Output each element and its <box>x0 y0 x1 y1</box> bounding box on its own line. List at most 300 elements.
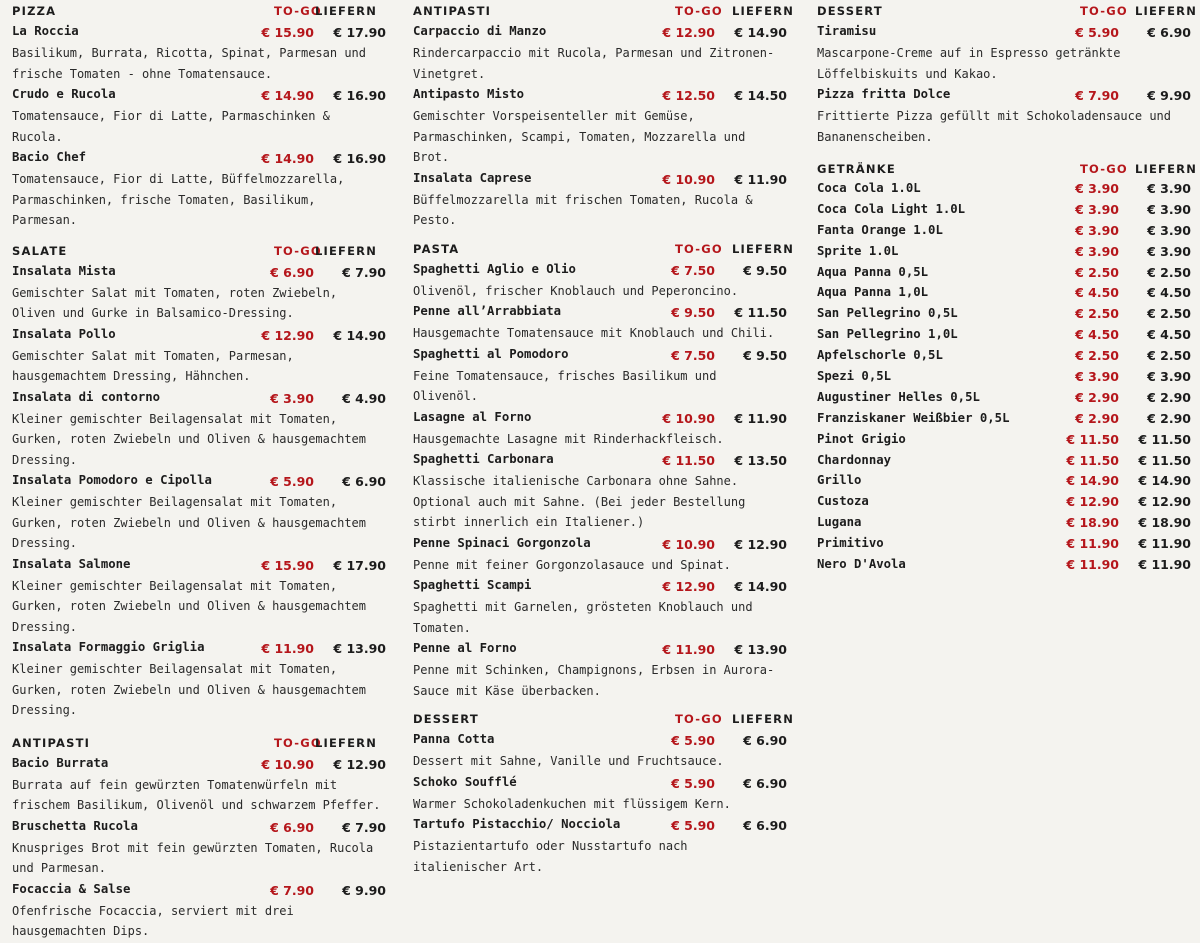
menu-item-bacio-burrata <box>12 754 387 817</box>
menu-item-row <box>817 493 1192 514</box>
liefern-price: € 16.90 <box>333 151 386 166</box>
menu-item-row <box>12 817 387 838</box>
item-description: Spaghetti mit Garnelen, grösteten Knoblauch und Tomaten. <box>413 600 753 635</box>
item-name: Pizza fritta Dolce <box>817 87 951 101</box>
liefern-price: € 17.90 <box>333 25 386 40</box>
togo-price: € 2.50 <box>1075 264 1119 280</box>
togo-price: € 14.90 <box>261 88 314 103</box>
liefern-price: € 2.50 <box>1147 264 1191 280</box>
item-name: Panna Cotta <box>413 732 495 746</box>
section-header <box>12 240 387 262</box>
menu-item-insalata-mista <box>12 262 387 325</box>
item-name: Custoza <box>817 494 869 509</box>
menu-item-row <box>817 556 1192 577</box>
item-description: Knuspriges Brot mit fein gewürzten Tomaten, Rucola und Parmesan. <box>12 840 374 875</box>
item-name: Spezi 0,5L <box>817 369 892 384</box>
togo-column-label: TO-GO <box>274 4 322 18</box>
togo-price: € 14.90 <box>261 151 314 166</box>
liefern-price: € 14.90 <box>734 25 787 40</box>
liefern-price: € 3.90 <box>1147 181 1191 196</box>
item-name: Tartufo Pistacchio/ Nocciola <box>413 817 621 831</box>
menu-item-spaghetti-scampi <box>413 576 788 639</box>
menu-item-pinot-grigio <box>817 431 1192 452</box>
liefern-price: € 14.90 <box>333 327 386 343</box>
item-name: Carpaccio di Manzo <box>413 24 547 38</box>
liefern-price: € 9.50 <box>743 262 787 278</box>
menu-item-row <box>817 180 1192 201</box>
togo-price: € 4.50 <box>1075 285 1119 301</box>
menu-item-row <box>817 514 1192 535</box>
item-description: Hausgemachte Tomatensauce mit Knoblauch und Chili. <box>413 326 775 340</box>
section-title: PASTA <box>413 241 460 256</box>
togo-price: € 7.50 <box>671 347 715 363</box>
section-title: PIZZA <box>12 4 57 18</box>
item-name: Insalata di contorno <box>12 389 161 404</box>
togo-price: € 2.50 <box>1075 348 1119 364</box>
item-name: Primitivo <box>817 536 884 551</box>
togo-price: € 9.50 <box>671 305 715 320</box>
togo-column-label: TO-GO <box>274 735 322 750</box>
liefern-price: € 18.90 <box>1138 515 1191 531</box>
item-name: Nero D'Avola <box>817 557 906 572</box>
togo-price: € 14.90 <box>1066 473 1119 489</box>
item-name: Insalata Pomodoro e Cipolla <box>12 473 212 487</box>
menu-item-row <box>413 450 788 471</box>
item-description: Dessert mit Sahne, Vanille und Fruchtsauce. <box>413 754 724 768</box>
item-description: Gemischter Vorspeisenteller mit Gemüse, Parmaschinken, Scampi, Tomaten, Mozzarella und Brot. <box>413 109 746 164</box>
item-description: Klassische italienische Carbonara ohne Sahne. Optional auch mit Sahne. (Bei jeder Bestellung stirbt innerlich ein Italiener.) <box>413 474 746 529</box>
togo-price: € 5.90 <box>671 733 715 748</box>
menu-item-lasagne-al-forno <box>413 408 788 451</box>
item-name: Insalata Formaggio Griglia <box>12 640 205 654</box>
liefern-price: € 7.90 <box>342 819 386 835</box>
menu-item-san-pellegrino-05l <box>817 305 1192 326</box>
section-header <box>817 158 1198 180</box>
liefern-price: € 4.50 <box>1147 285 1191 301</box>
togo-price: € 10.90 <box>662 536 715 552</box>
liefern-price: € 3.90 <box>1147 243 1191 259</box>
menu-item-spaghetti-aglio-e-olio <box>413 260 788 303</box>
liefern-price: € 7.90 <box>342 264 386 280</box>
menu-item-row <box>817 347 1192 368</box>
menu-item-bruschetta-rucola <box>12 817 387 880</box>
menu-item-grillo <box>817 472 1192 493</box>
menu-item-row <box>12 471 387 492</box>
item-name: San Pellegrino 0,5L <box>817 306 958 321</box>
menu-item-schoko-souffle <box>413 773 788 816</box>
menu-item-antipasto-misto <box>413 85 788 169</box>
menu-item-fanta-orange-10l <box>817 222 1192 243</box>
menu-item-row <box>413 576 788 597</box>
togo-price: € 5.90 <box>671 775 715 791</box>
menu-item-insalata-formaggio-griglia <box>12 638 387 722</box>
item-name: Grillo <box>817 473 862 488</box>
item-description: Frittierte Pizza gefüllt mit Schokoladensauce und Bananenscheiben. <box>817 109 1172 144</box>
menu-section-pizza <box>12 0 387 232</box>
liefern-price: € 3.90 <box>1147 222 1191 238</box>
menu-item-augustiner-helles-05l <box>817 389 1192 410</box>
item-description: Penne mit feiner Gorgonzolasauce und Spinat. <box>413 557 731 572</box>
item-name: Focaccia & Salse <box>12 881 131 896</box>
liefern-price: € 6.90 <box>743 733 787 748</box>
section-header <box>413 238 795 260</box>
liefern-price: € 2.90 <box>1147 410 1191 426</box>
item-description: Burrata auf fein gewürzten Tomatenwürfeln mit frischem Basilikum, Olivenöl und schwarzem Pfeffer. <box>12 777 381 812</box>
togo-price: € 12.90 <box>662 579 715 594</box>
menu-item-pizza-fritta-dolce <box>817 85 1192 148</box>
menu-item-focaccia-salse <box>12 880 387 943</box>
liefern-price: € 14.90 <box>1138 473 1191 489</box>
togo-price: € 10.90 <box>662 171 715 187</box>
liefern-price: € 11.90 <box>1138 536 1191 552</box>
menu-item-row <box>817 284 1192 305</box>
menu-item-row <box>817 264 1192 285</box>
menu-item-row <box>817 368 1192 389</box>
liefern-price: € 17.90 <box>333 557 386 573</box>
menu-item-crudo-e-rucola <box>12 85 387 148</box>
menu-item-row <box>817 85 1192 106</box>
menu-item-lugana <box>817 514 1192 535</box>
menu-item-insalata-caprese <box>413 169 788 232</box>
liefern-price: € 14.90 <box>734 579 787 594</box>
liefern-price: € 9.90 <box>342 882 386 898</box>
item-name: Insalata Salmone <box>12 556 131 571</box>
menu-item-apfelschorle-05l <box>817 347 1192 368</box>
menu-item-row <box>413 534 788 555</box>
togo-price: € 11.90 <box>1066 557 1119 573</box>
liefern-column-label: LIEFERN <box>1135 162 1198 176</box>
liefern-price: € 2.90 <box>1147 389 1191 405</box>
menu-item-row <box>12 880 387 901</box>
item-description: Basilikum, Burrata, Ricotta, Spinat, Parmesan und frische Tomaten - ohne Tomatensauce. <box>12 46 367 81</box>
togo-price: € 18.90 <box>1066 515 1119 531</box>
item-name: Pinot Grigio <box>817 431 906 446</box>
item-name: Lasagne al Forno <box>413 409 532 424</box>
liefern-price: € 3.90 <box>1147 201 1191 217</box>
item-name: Aqua Panna 0,5L <box>817 264 929 279</box>
menu-item-row <box>413 730 788 751</box>
menu-item-row <box>12 85 387 106</box>
menu-item-row <box>12 22 387 43</box>
togo-price: € 2.90 <box>1075 410 1119 426</box>
menu-section-antipasti <box>12 732 387 943</box>
menu-section-pasta <box>413 238 795 703</box>
item-description: Tomatensauce, Fior di Latte, Büffelmozzarella, Parmaschinken, frische Tomaten, Basilikum, Parmesan. <box>12 172 345 227</box>
item-name: Fanta Orange 1.0L <box>817 222 943 237</box>
item-description: Gemischter Salat mit Tomaten, roten Zwiebeln, Oliven und Gurke in Balsamico-Dressing. <box>12 285 338 320</box>
menu-item-row <box>12 262 387 283</box>
togo-price: € 15.90 <box>261 557 314 573</box>
item-name: Chardonnay <box>817 452 892 467</box>
menu-item-penne-spinaci-gorgonzola <box>413 534 788 577</box>
menu-item-primitivo <box>817 535 1192 556</box>
togo-column-label: TO-GO <box>675 4 723 18</box>
item-description: Ofenfrische Focaccia, serviert mit drei hausgemachten Dips. <box>12 903 294 938</box>
section-title: ANTIPASTI <box>12 735 91 750</box>
menu-column-1 <box>12 0 387 943</box>
liefern-price: € 3.90 <box>1147 369 1191 385</box>
item-name: Crudo e Rucola <box>12 87 116 101</box>
menu-item-coca-cola-light-10l <box>817 201 1192 222</box>
menu-item-la-roccia <box>12 22 387 85</box>
item-name: San Pellegrino 1,0L <box>817 327 958 342</box>
liefern-price: € 11.50 <box>734 305 787 320</box>
menu-item-row <box>413 345 788 366</box>
menu-item-nero-davola <box>817 556 1192 577</box>
liefern-price: € 2.50 <box>1147 306 1191 322</box>
liefern-price: € 6.90 <box>1147 25 1191 40</box>
togo-price: € 2.90 <box>1075 389 1119 405</box>
item-description: Warmer Schokoladenkuchen mit flüssigem Kern. <box>413 796 731 811</box>
liefern-price: € 4.90 <box>342 390 386 406</box>
menu-section-dessert <box>817 0 1198 148</box>
item-name: Antipasto Misto <box>413 87 525 101</box>
menu-item-row <box>817 22 1192 43</box>
menu-item-row <box>413 408 788 429</box>
section-title: GETRÄNKE <box>817 162 896 176</box>
menu-item-row <box>413 302 788 323</box>
liefern-price: € 9.90 <box>1147 88 1191 103</box>
menu-item-row <box>12 638 387 659</box>
togo-price: € 12.50 <box>662 88 715 103</box>
item-name: Spaghetti Scampi <box>413 578 532 592</box>
item-name: Franziskaner Weißbier 0,5L <box>817 410 1010 425</box>
section-title: DESSERT <box>413 712 479 726</box>
item-name: Bacio Chef <box>12 150 87 164</box>
menu-item-row <box>413 22 788 43</box>
togo-price: € 10.90 <box>662 410 715 426</box>
section-header <box>12 0 387 22</box>
togo-price: € 6.90 <box>270 264 314 280</box>
togo-price: € 11.90 <box>1066 536 1119 552</box>
menu-item-aqua-panna-10l <box>817 284 1192 305</box>
togo-column-label: TO-GO <box>274 243 322 258</box>
menu-item-insalata-di-contorno <box>12 388 387 472</box>
liefern-price: € 11.90 <box>734 410 787 426</box>
liefern-price: € 13.50 <box>734 453 787 468</box>
item-name: Coca Cola Light 1.0L <box>817 201 966 216</box>
togo-price: € 4.50 <box>1075 327 1119 343</box>
menu-item-insalata-pollo <box>12 325 387 388</box>
section-header <box>12 732 387 754</box>
menu-item-row <box>12 148 387 169</box>
menu-item-aqua-panna-05l <box>817 264 1192 285</box>
menu-section-getranke <box>817 158 1198 577</box>
menu-column-2 <box>413 0 795 878</box>
togo-price: € 3.90 <box>1075 181 1119 196</box>
menu-item-row <box>12 754 387 775</box>
togo-price: € 5.90 <box>671 818 715 833</box>
togo-price: € 11.50 <box>1066 431 1119 447</box>
menu-item-san-pellegrino-10l <box>817 326 1192 347</box>
item-name: Spaghetti al Pomodoro <box>413 346 569 361</box>
menu-item-franziskaner-weibier-05l <box>817 410 1192 431</box>
menu-item-coca-cola-10l <box>817 180 1192 201</box>
togo-column-label: TO-GO <box>675 241 723 256</box>
menu-item-row <box>817 243 1192 264</box>
menu-item-row <box>817 472 1192 493</box>
menu-item-row <box>413 169 788 190</box>
item-description: Kleiner gemischter Beilagensalat mit Tomaten, Gurken, roten Zwiebeln und Oliven & hausgemachtem Dressing. <box>12 578 367 634</box>
liefern-price: € 16.90 <box>333 88 386 103</box>
menu-item-penne-al-forno <box>413 639 788 702</box>
liefern-price: € 13.90 <box>333 641 386 656</box>
menu-item-row <box>413 639 788 660</box>
togo-price: € 7.50 <box>671 262 715 278</box>
item-description: Tomatensauce, Fior di Latte, Parmaschinken & Rucola. <box>12 109 330 144</box>
liefern-column-label: LIEFERN <box>315 4 378 18</box>
menu-item-row <box>817 535 1192 556</box>
menu-item-row <box>817 431 1192 452</box>
togo-price: € 10.90 <box>261 756 314 772</box>
item-name: Bruschetta Rucola <box>12 818 138 833</box>
togo-price: € 12.90 <box>261 327 314 343</box>
liefern-price: € 9.50 <box>743 347 787 363</box>
togo-price: € 7.90 <box>1075 88 1119 103</box>
togo-price: € 3.90 <box>1075 369 1119 385</box>
menu-item-insalata-pomodoro-e-cipolla <box>12 471 387 555</box>
item-name: Insalata Pollo <box>12 326 116 341</box>
liefern-column-label: LIEFERN <box>1135 4 1198 18</box>
item-name: Bacio Burrata <box>12 755 109 770</box>
menu-item-row <box>413 815 788 836</box>
item-name: Spaghetti Carbonara <box>413 452 554 466</box>
liefern-price: € 13.90 <box>734 642 787 657</box>
menu-item-bacio-chef <box>12 148 387 232</box>
togo-price: € 11.90 <box>261 641 314 656</box>
item-description: Pistazientartufo oder Nusstartufo nach italienischer Art. <box>413 839 688 874</box>
section-title: DESSERT <box>817 4 883 18</box>
liefern-column-label: LIEFERN <box>315 243 378 258</box>
item-name: Spaghetti Aglio e Olio <box>413 261 576 276</box>
item-description: Büffelmozzarella mit frischen Tomaten, Rucola & Pesto. <box>413 192 753 227</box>
section-title: ANTIPASTI <box>413 4 492 18</box>
togo-price: € 12.90 <box>1066 494 1119 510</box>
togo-price: € 3.90 <box>270 390 314 406</box>
item-description: Mascarpone-Creme auf in Espresso getränkte Löffelbiskuits und Kakao. <box>817 46 1121 81</box>
liefern-price: € 12.90 <box>734 536 787 552</box>
liefern-price: € 6.90 <box>342 474 386 489</box>
togo-price: € 3.90 <box>1075 201 1119 217</box>
menu-item-row <box>817 222 1192 243</box>
liefern-price: € 4.50 <box>1147 327 1191 343</box>
menu-item-spaghetti-al-pomodoro <box>413 345 788 408</box>
section-header <box>413 708 795 730</box>
item-name: Sprite 1.0L <box>817 243 899 258</box>
togo-price: € 3.90 <box>1075 243 1119 259</box>
menu-item-row <box>12 325 387 346</box>
menu-item-tartufo-pistacchio-nocciola <box>413 815 788 878</box>
item-description: Kleiner gemischter Beilagensalat mit Tomaten, Gurken, roten Zwiebeln und Oliven & hausgemachtem Dressing. <box>12 662 367 717</box>
menu-item-panna-cotta <box>413 730 788 773</box>
menu-item-row <box>12 388 387 409</box>
liefern-price: € 11.50 <box>1138 452 1191 468</box>
liefern-price: € 6.90 <box>743 818 787 833</box>
menu-section-dessert <box>413 708 795 878</box>
liefern-price: € 11.90 <box>734 171 787 187</box>
togo-price: € 11.50 <box>1066 452 1119 468</box>
menu-item-sprite-10l <box>817 243 1192 264</box>
item-name: Insalata Mista <box>12 263 116 278</box>
menu-item-row <box>817 305 1192 326</box>
togo-price: € 15.90 <box>261 25 314 40</box>
section-header <box>817 0 1198 22</box>
liefern-column-label: LIEFERN <box>732 241 795 256</box>
item-name: La Roccia <box>12 24 79 38</box>
menu-section-antipasti <box>413 0 795 232</box>
item-description: Rindercarpaccio mit Rucola, Parmesan und Zitronen-Vinetgret. <box>413 46 775 81</box>
liefern-price: € 12.90 <box>333 756 386 772</box>
togo-price: € 5.90 <box>270 474 314 489</box>
togo-price: € 3.90 <box>1075 222 1119 238</box>
menu-item-tiramisu <box>817 22 1192 85</box>
menu-item-row <box>817 389 1192 410</box>
item-name: Apfelschorle 0,5L <box>817 348 943 363</box>
item-name: Insalata Caprese <box>413 170 532 185</box>
menu-item-row <box>817 201 1192 222</box>
menu-item-row <box>817 410 1192 431</box>
liefern-price: € 6.90 <box>743 775 787 791</box>
menu-item-row <box>413 85 788 106</box>
item-name: Penne Spinaci Gorgonzola <box>413 535 591 550</box>
item-name: Augustiner Helles 0,5L <box>817 389 980 404</box>
liefern-price: € 12.90 <box>1138 494 1191 510</box>
menu-item-row <box>413 773 788 794</box>
liefern-price: € 11.90 <box>1138 557 1191 573</box>
togo-price: € 11.50 <box>662 453 715 468</box>
item-description: Olivenöl, frischer Knoblauch und Peperoncino. <box>413 283 739 298</box>
section-title: SALATE <box>12 243 68 258</box>
item-name: Schoko Soufflé <box>413 774 517 789</box>
menu-item-row <box>413 260 788 281</box>
item-name: Penne al Forno <box>413 641 517 655</box>
togo-price: € 2.50 <box>1075 306 1119 322</box>
togo-price: € 7.90 <box>270 882 314 898</box>
item-description: Kleiner gemischter Beilagensalat mit Tomaten, Gurken, roten Zwiebeln und Oliven & hausgemachtem Dressing. <box>12 411 367 467</box>
togo-column-label: TO-GO <box>1080 4 1128 18</box>
menu-item-spezi-05l <box>817 368 1192 389</box>
item-name: Aqua Panna 1,0L <box>817 285 929 300</box>
menu-item-penne-allarrabbiata <box>413 302 788 345</box>
menu-item-chardonnay <box>817 452 1192 473</box>
menu-item-insalata-salmone <box>12 555 387 639</box>
liefern-column-label: LIEFERN <box>315 735 378 750</box>
togo-price: € 12.90 <box>662 25 715 40</box>
menu-item-custoza <box>817 493 1192 514</box>
section-header <box>413 0 795 22</box>
liefern-price: € 2.50 <box>1147 348 1191 364</box>
togo-column-label: TO-GO <box>675 712 723 726</box>
liefern-price: € 11.50 <box>1138 431 1191 447</box>
togo-price: € 11.90 <box>662 642 715 657</box>
menu-item-spaghetti-carbonara <box>413 450 788 534</box>
togo-price: € 5.90 <box>1075 25 1119 40</box>
item-name: Tiramisu <box>817 24 877 38</box>
item-name: Lugana <box>817 515 862 530</box>
togo-column-label: TO-GO <box>1080 162 1128 176</box>
menu-item-row <box>12 555 387 576</box>
menu-section-salate <box>12 240 387 722</box>
menu-column-3 <box>817 0 1198 577</box>
menu-item-carpaccio-di-manzo <box>413 22 788 85</box>
togo-price: € 6.90 <box>270 819 314 835</box>
item-description: Hausgemachte Lasagne mit Rinderhackfleisch. <box>413 431 724 446</box>
liefern-column-label: LIEFERN <box>732 712 795 726</box>
item-name: Penne all’Arrabbiata <box>413 304 562 318</box>
menu-item-row <box>817 452 1192 473</box>
menu-item-row <box>817 326 1192 347</box>
liefern-price: € 14.50 <box>734 88 787 103</box>
